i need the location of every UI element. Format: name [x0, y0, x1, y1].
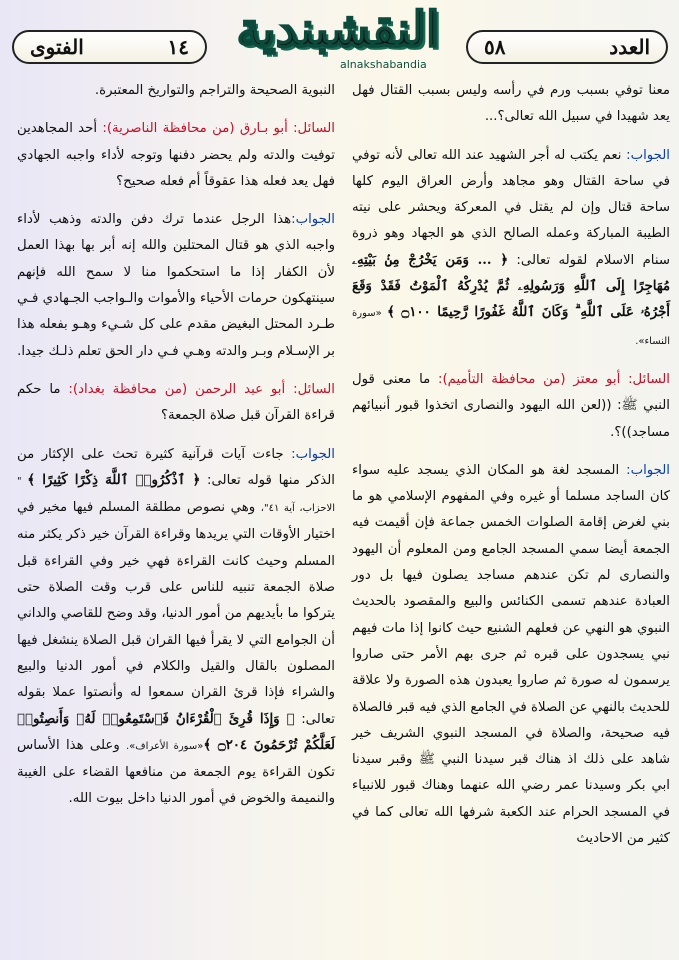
- answer-text: جاءت آيات قرآنية كثيرة تحث على الإكثار من الذكر منها قوله تعالى:: [17, 446, 336, 488]
- questioner-label: السائل: أبو عبد الرحمن (من محافظة بغداد):: [68, 381, 335, 397]
- quran-verse: ﴿ ... وَمَن يَخْرُجْ مِنۢ بَيْتِهِۦ مُهَاجِرًا إِلَى ٱللَّهِ وَرَسُولِهِۦ ثُمَّ يُدْرِكْهُ ٱلْمَوْتُ فَقَدْ وَقَعَ أَجْرُهُۥ عَلَى ٱللَّهِ ۗ وَكَانَ ٱللَّهُ غَفُورًا رَّحِيمًا ۝١٠٠ ﴾: [352, 252, 671, 321]
- answer-text: هذا الرجل عندما ترك دفن والدته وذهب لأداء واجبه الذي هو قتال المحتلين والله إنه أبر بها بهذا العمل لأن الكفار إذا ما استحكموا منا لا سمح الله فإنهم سينتهكون حرمات الأحياء والأموات والـواجب الجـهادي فـي طـرد المحتل البغيض مقدم على كل شـيء وهـو بفعله هذا بر الإسـلام وبـر والدته وهـي فـي دار الحق تعلم ذلـك جيدا.: [17, 212, 335, 359]
- issue-number: ٥٨: [484, 35, 506, 59]
- fatwa-number: ١٤: [167, 35, 189, 59]
- magazine-name: النقشبندية: [236, 2, 440, 58]
- quran-verse: ﴿ ٱذْكُرُوا۟ ٱللَّهَ ذِكْرًا كَثِيرًا ﴾: [27, 472, 201, 488]
- paragraph: [352, 78, 670, 131]
- questioner-label: السائل: أبو معتز (من محافظة التأميم):: [438, 371, 670, 387]
- paragraph-text: معنا توفي بسبب ورم في رأسه وليس بسبب القتال فهل يعد شهيدا في سبيل الله تعالى؟...: [352, 83, 670, 125]
- issue-label: العدد: [609, 35, 650, 59]
- fatwa-box: [12, 30, 207, 64]
- question-paragraph: [17, 116, 335, 195]
- verse-source: " الاحزاب، آية ٤١"،: [17, 475, 335, 515]
- verse-source: «سورة الأعراف».: [126, 740, 204, 752]
- left-column: [17, 78, 335, 825]
- page-header: [0, 0, 679, 82]
- answer-paragraph: [17, 442, 335, 813]
- answer-paragraph: [352, 458, 670, 852]
- answer-text: وعلى هذا الأساس تكون القراءة يوم الجمعة من منافعها القضاء على الغيبة والنميمة والخوض في أمور الدنيا داخل بيوت الله.: [17, 737, 335, 807]
- question-paragraph: [352, 367, 670, 446]
- answer-text: وهي نصوص مطلقة المسلم فيها مخير في اختيار الأوقات التي يريدها وقراءة القرآن خير ذكر يكثر منه المسلم وحيث كانت القراءة فهي خير وفي القراءة قبل صلاة الجمعة تنبيه للناس على قرب وقت الصلاة حتى يتركوا ما بأيديهم من أمور الدنيا، وقد وضح للقاصي والداني أن الجوامع التي لا يقرأ فيها القران قبل الصلاة ينشغل فيها المصلون بالقال والقيل والكلام في أمور الدنيا والبيع والشراء فإذا قرئ القران سمعوا له وأنصتوا عملا بقوله تعالى:: [17, 500, 335, 727]
- paragraph-text: النبوية الصحيحة والتراجم والتواريخ المعتبرة.: [94, 83, 335, 98]
- question-text: أحد المجاهدين توفيت والدته ولم يحضر دفنها وتوجه لأداء واجبه الجهادي فهل يعد فعله هذا عقوقاً أم فعله صحيح؟: [17, 121, 335, 189]
- issue-box: [466, 30, 668, 64]
- answer-text: نعم يكتب له أجر الشهيد عند الله تعالى لأنه توفي في ساحة القتال وهو مجاهد وأرض العراق اليوم كلها ساحة قتال وإن لم يقتل في المعركة ويحشر على نيته الطيبة المباركة وعمله الصالح الذي هو الجهاد وهو ذروة سنام الاسلام لقوله تعالى:: [352, 147, 671, 268]
- paragraph: [17, 78, 335, 104]
- answer-paragraph: [17, 207, 335, 365]
- question-text: ما معنى قول النبي ﷺ: ((لعن الله اليهود والنصارى اتخذوا قبور أنبيائهم مساجد))؟.: [352, 371, 670, 440]
- magazine-logo: [212, 0, 464, 76]
- answer-label: الجواب:: [291, 446, 335, 462]
- website-label: alnakshabandia: [340, 58, 427, 71]
- answer-label: الجواب:: [626, 147, 670, 163]
- answer-paragraph: [352, 143, 670, 355]
- question-paragraph: [17, 377, 335, 430]
- fatwa-label: الفتوى: [30, 35, 84, 59]
- question-text: ما حكم قراءة القرآن قبل صلاة الجمعة؟: [17, 381, 335, 424]
- quran-verse: ﴿ وَإِذَا قُرِئَ ٱلْقُرْءَانُ فَٱسْتَمِعُوا۟ لَهُۥ وَأَنصِتُوا۟ لَعَلَّكُمْ تُرْحَمُونَ ۝٢٠٤ ﴾: [17, 711, 335, 753]
- answer-label: الجواب:: [626, 462, 670, 478]
- right-column: [352, 78, 670, 864]
- answer-text: المسجد لغة هو المكان الذي يسجد عليه سواء كان الساجد مسلما أو غيره وفي المفهوم الإسلامي هو ما بني لغرض إقامة الصلوات الخمس جماعة فإن أقيمت فيه الجمعة أيضا سمي المسجد الجامع ومن المعلوم أن اليهود والنصارى لم تكن عندهم مساجد يصلون فيها بل دور العبادة عندهم تسمى الكنائس والبيع والمقصود بالحديث النبوي هو النهي عن فعلهم الشنيع حيث كانوا إذا مات فيهم نبي يسجدون على قبره ثم جرى بهم الأمر حتى صاروا يرسمون له صورة ثم صاروا يعبدون هذه الصورة ولا علاقة للحديث بالنهي عن الصلاة في الجامع الذي فيه قبر فالصلاة فيه صحيحة، والصلاة في المسجد النبوي الشريف خير شاهد على ذلك اذ هناك قبر سيدنا النبي ﷺ وقبر سيدنا ابي بكر وسيدنا عمر رضي الله عنهما وهناك قبور للانبياء في المسجد الحرام عند الكعبة شرفها الله تعالى كما في كثير من الاحاديث: [352, 462, 670, 847]
- questioner-label: السائل: أبو بـارق (من محافظة الناصرية):: [102, 121, 335, 137]
- verse-source: «سورة النساء».: [352, 308, 670, 347]
- answer-label: الجواب:: [291, 212, 335, 228]
